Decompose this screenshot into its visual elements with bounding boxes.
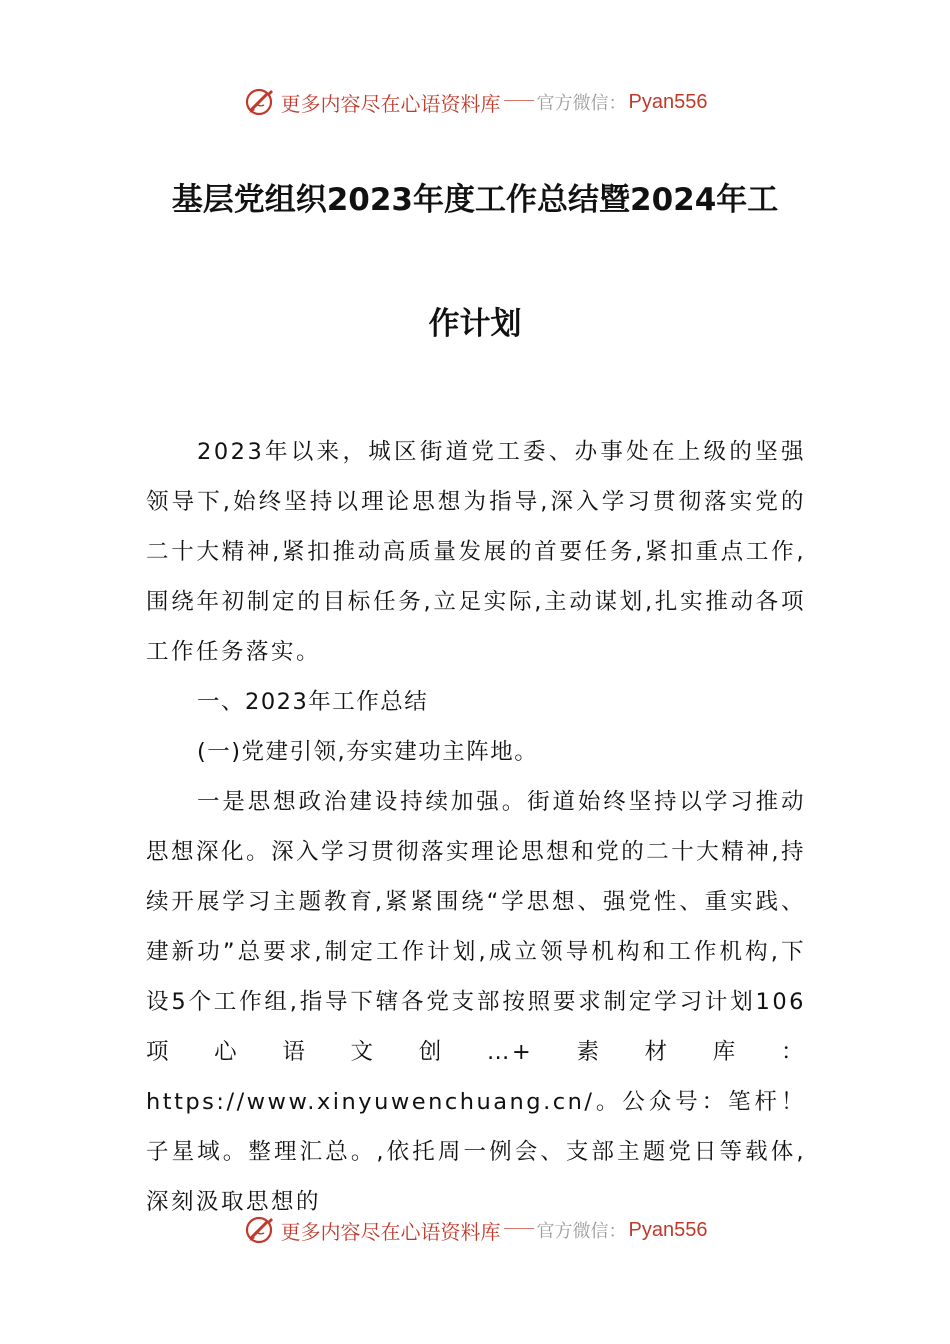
footer-watermark-banner (0, 1210, 950, 1250)
banner-title: 更多内容尽在心语资料库 (280, 1219, 501, 1244)
banner-divider (504, 1228, 534, 1229)
pen-logo-icon (243, 1213, 277, 1247)
paragraph-body: 一是思想政治建设持续加强。街道始终坚持以学习推动思想深化。深入学习贯彻落实理论思想和党的二十大精神,持续开展学习主题教育,紧紧围绕“学思想、强党性、重实践、建新功”总要求,制定工作计划,成立领导机构和工作机构,下设5个工作组,指导下辖各党支部按照要求制定学习计划106项心语文创…+素材库：https://www.xinyuwenchuang.cn/。公众号：笔杆！子星域。整理汇总。,依托周一例会、支部主题党日等载体,深刻汲取思想的 (146, 789, 806, 1215)
document-title-line-2: 作计划 (428, 306, 522, 342)
banner-subtitle: 官方微信： (536, 1221, 627, 1242)
paragraph-intro: 2023年以来，城区街道党工委、办事处在上级的坚强领导下,始终坚持以理论思想为指导,深入学习贯彻落实党的二十大精神,紧扣推动高质量发展的首要任务,紧扣重点工作,围绕年初制定的目标任务,立足实际,主动谋划,扎实推动各项工作任务落实。 (146, 439, 806, 665)
document-body (146, 427, 806, 1227)
banner-title: 更多内容尽在心语资料库 (280, 91, 501, 116)
banner-divider (504, 100, 534, 101)
banner-wechat-id: Pyan556 (628, 90, 708, 113)
document-title-line-1: 基层党组织2023年度工作总结暨2024年工 (171, 182, 779, 218)
section-heading: 一、2023年工作总结 (197, 689, 429, 715)
subsection-heading: (一)党建引领,夯实建功主阵地。 (197, 739, 539, 765)
header-watermark-banner (0, 82, 950, 122)
banner-subtitle: 官方微信： (536, 93, 627, 114)
pen-logo-icon (243, 85, 277, 119)
banner-wechat-id: Pyan556 (628, 1218, 708, 1241)
